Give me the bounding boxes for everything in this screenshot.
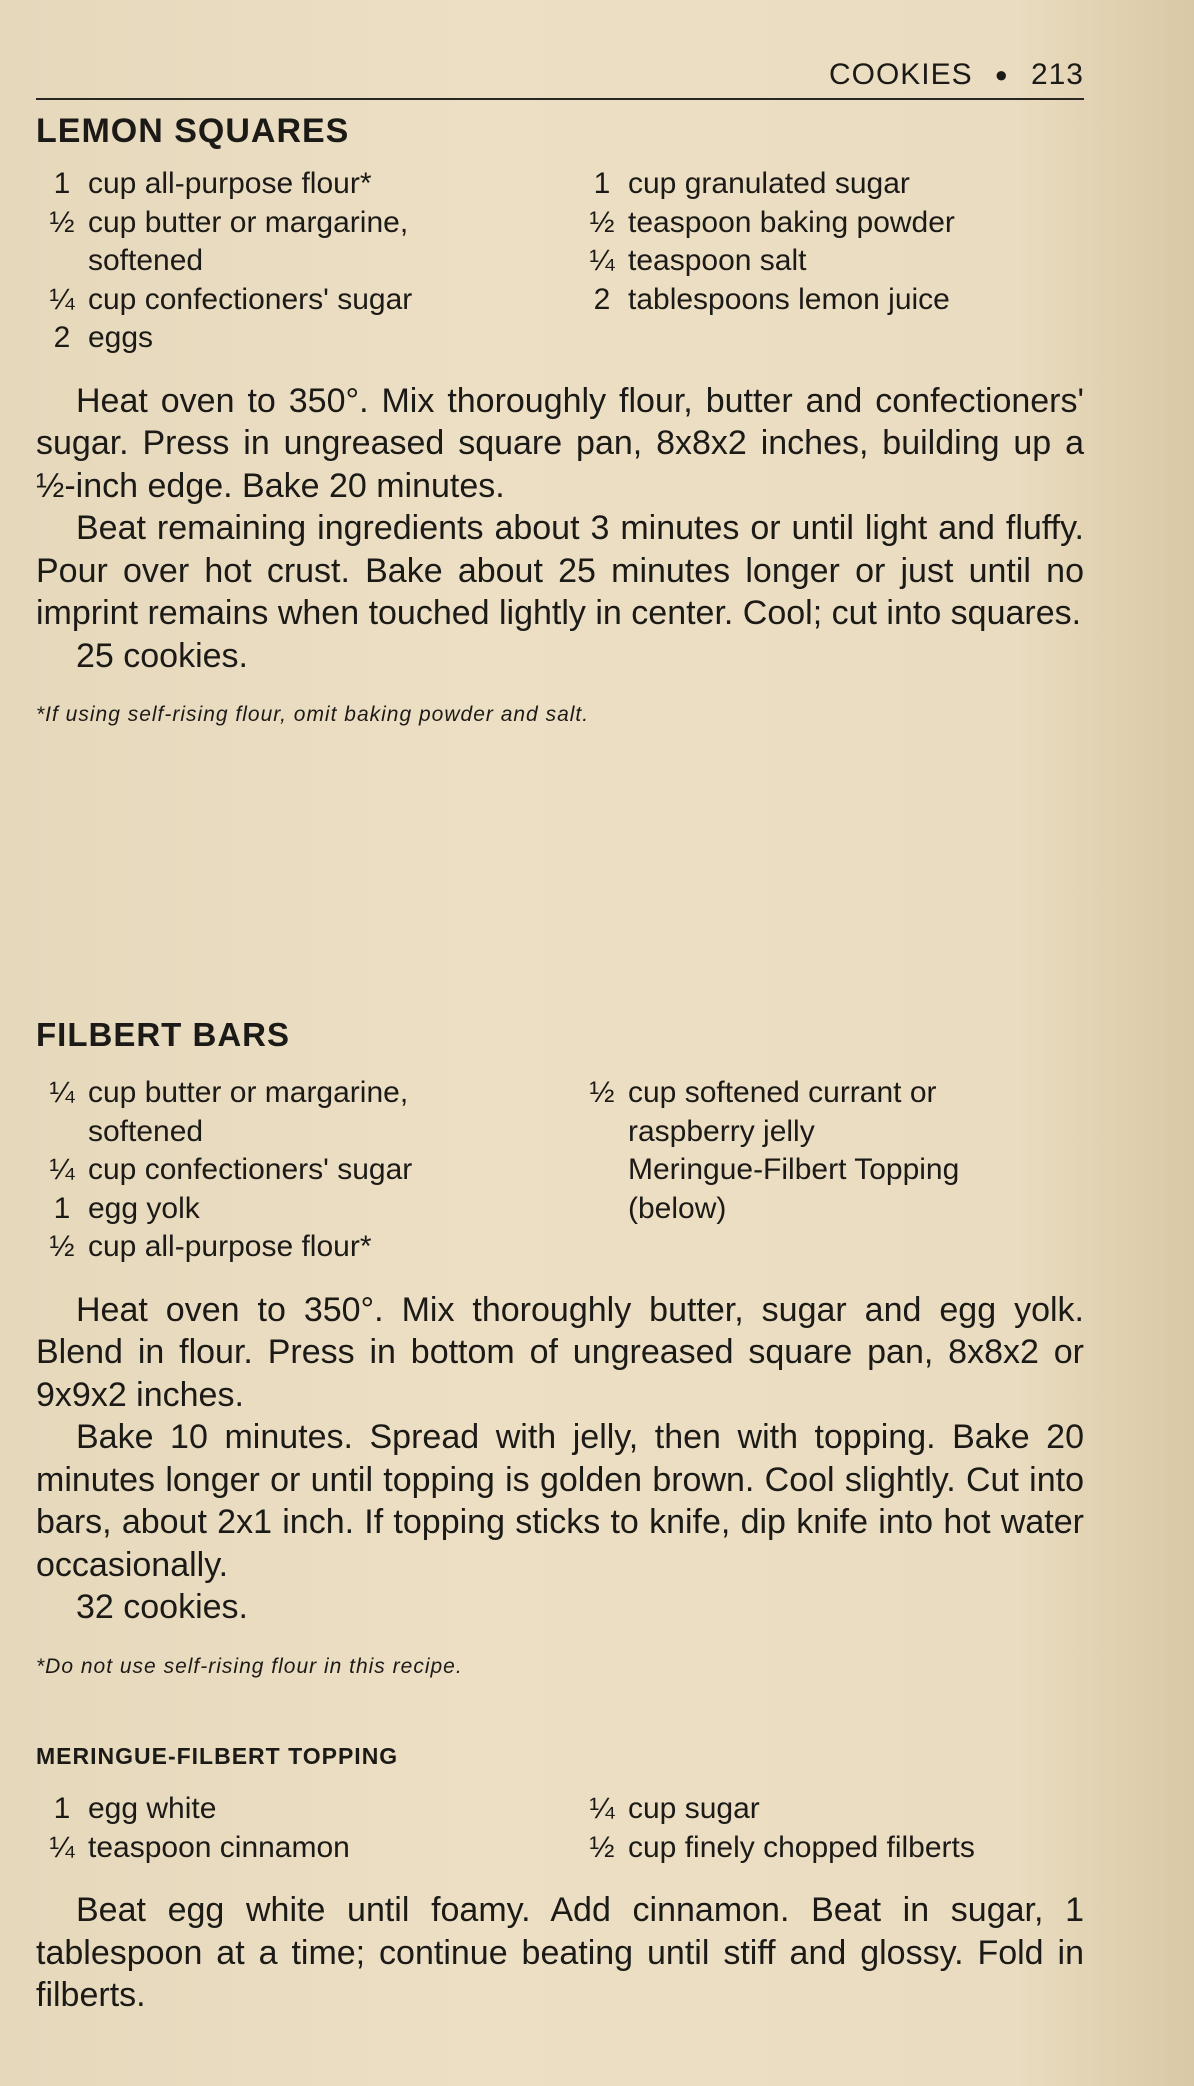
ingredient-text: cup butter or margarine, softened	[88, 205, 409, 277]
instructions	[36, 380, 1084, 635]
ingredient-qty: ¼	[589, 244, 615, 277]
filbert-bars-recipe	[36, 1016, 1084, 1679]
recipe-title: LEMON SQUARES	[36, 112, 350, 150]
ingredient-text: cup finely chopped filberts	[628, 1830, 975, 1864]
ingredient-text: Meringue-Filbert Topping (below)	[628, 1153, 960, 1225]
recipe-footnote: *Do not use self-rising flour in this recipe.	[36, 1654, 463, 1678]
ingredient-item	[576, 1790, 1076, 1829]
ingredient-column-right	[576, 165, 1076, 358]
ingredient-text: teaspoon cinnamon	[88, 1830, 350, 1864]
ingredient-column-right	[576, 1074, 1076, 1267]
ingredient-item	[576, 1829, 1076, 1868]
ingredient-qty: ¼	[589, 1792, 615, 1825]
ingredient-qty	[576, 1151, 628, 1228]
ingredient-list	[36, 165, 1084, 358]
ingredient-item	[36, 1190, 576, 1229]
ingredient-text: cup sugar	[628, 1792, 760, 1825]
ingredient-item	[36, 1829, 576, 1868]
ingredient-column-left	[36, 1790, 576, 1867]
ingredient-item	[576, 1151, 1076, 1228]
ingredient-qty: 2	[53, 321, 71, 354]
ingredient-text: egg white	[88, 1792, 217, 1825]
ingredient-qty: 1	[53, 1191, 71, 1225]
ingredient-qty: 1	[53, 167, 71, 200]
ingredient-text: tablespoons lemon juice	[628, 282, 950, 316]
page-number: 213	[1030, 58, 1084, 91]
instruction-paragraph: Beat egg white until foamy. Add cinnamon. Beat in sugar, 1 tablespoon at a time; continue beating until stiff and glossy. Fold in filberts.	[36, 1891, 1084, 2014]
recipe-yield: 25 cookies.	[76, 636, 248, 675]
ingredient-text: cup all-purpose flour*	[88, 167, 372, 200]
instruction-paragraph: Heat oven to 350°. Mix thoroughly flour, butter and confectioners' sugar. Press in ungreased square pan, 8x8x2 inches, building up a ½-inch edge. Bake 20 minutes.	[36, 381, 1084, 505]
running-head	[36, 52, 1084, 100]
ingredient-qty: ¼	[49, 282, 75, 316]
ingredient-qty: ¼	[49, 1830, 75, 1864]
ingredient-text: eggs	[88, 321, 154, 354]
ingredient-item	[36, 1228, 576, 1267]
ingredient-qty: ¼	[49, 1153, 75, 1186]
ingredient-qty: 1	[53, 1792, 71, 1825]
ingredient-item	[576, 204, 1076, 243]
lemon-squares-recipe	[36, 112, 1084, 727]
ingredient-item	[36, 1790, 576, 1829]
ingredient-text: cup all-purpose flour*	[88, 1230, 372, 1263]
recipe-footnote: *If using self-rising flour, omit baking powder and salt.	[36, 703, 590, 726]
ingredient-text: cup softened currant or raspberry jelly	[628, 1076, 937, 1148]
bullet-separator: ●	[994, 62, 1009, 87]
ingredient-text: cup confectioners' sugar	[88, 1153, 413, 1186]
ingredient-text: teaspoon salt	[628, 244, 807, 277]
ingredient-column-left	[36, 165, 576, 358]
section-name: COOKIES	[828, 58, 973, 91]
ingredient-qty: ½	[589, 1076, 615, 1109]
ingredient-qty: ¼	[49, 1076, 75, 1109]
ingredient-item	[576, 1074, 1076, 1151]
ingredient-item	[576, 281, 1076, 320]
ingredient-text: cup granulated sugar	[628, 167, 910, 200]
ingredient-text: cup butter or margarine, softened	[88, 1076, 409, 1148]
recipe-yield: 32 cookies.	[76, 1588, 248, 1626]
instruction-paragraph: Heat oven to 350°. Mix thoroughly butter, sugar and egg yolk. Blend in flour. Press in bottom of ungreased square pan, 8x8x2 or 9x9x2 inches.	[36, 1290, 1084, 1414]
recipe-title: FILBERT BARS	[36, 1016, 290, 1053]
ingredient-text: cup confectioners' sugar	[88, 282, 413, 316]
ingredient-item	[576, 165, 1076, 204]
ingredient-column-right	[576, 1790, 1076, 1867]
instruction-paragraph: Bake 10 minutes. Spread with jelly, then with topping. Bake 20 minutes longer or until topping is golden brown. Cool slightly. Cut into bars, about 2x1 inch. If topping sticks to knife, dip knife into hot water occasionally.	[36, 1418, 1084, 1584]
instructions	[36, 1289, 1084, 1587]
ingredient-list	[36, 1790, 1084, 1867]
ingredient-qty: ½	[49, 1230, 75, 1263]
recipe-subtitle: MERINGUE-FILBERT TOPPING	[36, 1743, 399, 1769]
ingredient-text: teaspoon baking powder	[628, 205, 955, 239]
ingredient-list	[36, 1074, 1084, 1267]
ingredient-qty: ½	[589, 205, 615, 239]
meringue-topping-recipe	[36, 1743, 1084, 2017]
ingredient-qty: ½	[589, 1830, 615, 1864]
ingredient-item	[36, 165, 576, 204]
ingredient-item	[36, 1074, 576, 1151]
instruction-paragraph: Beat remaining ingredients about 3 minutes or until light and fluffy. Pour over hot crust. Bake about 25 minutes longer or just until no imprint remains when touched lightly in center. Cool; cut into squares.	[36, 509, 1084, 632]
ingredient-qty: 2	[593, 282, 611, 316]
instructions	[36, 1889, 1084, 2017]
ingredient-item	[36, 319, 576, 358]
ingredient-item	[576, 242, 1076, 281]
ingredient-qty: ½	[49, 205, 75, 239]
ingredient-column-left	[36, 1074, 576, 1267]
ingredient-qty: 1	[593, 167, 611, 200]
ingredient-item	[36, 204, 576, 281]
ingredient-text: egg yolk	[88, 1191, 200, 1225]
ingredient-item	[36, 1151, 576, 1190]
ingredient-item	[36, 281, 576, 320]
